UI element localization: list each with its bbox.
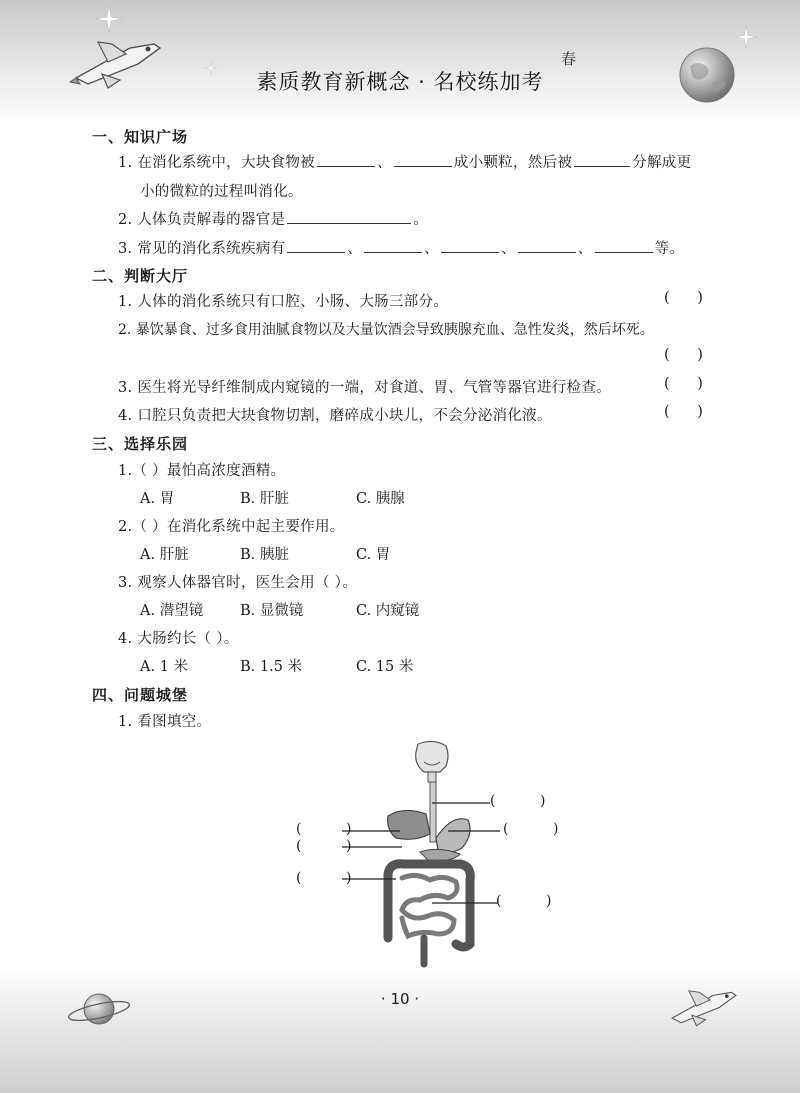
choice-option[interactable]: A. 胃 bbox=[140, 491, 175, 507]
answer-paren[interactable]: ( ) bbox=[664, 347, 703, 363]
judge-question-3: 3. 医生将光导纤维制成内窥镜的一端，对食道、胃、气管等器官进行检查。 bbox=[118, 380, 611, 396]
judge-question-1: 1. 人体的消化系统只有口腔、小肠、大肠三部分。 bbox=[118, 294, 449, 310]
period: 。 bbox=[413, 212, 429, 228]
choice-option[interactable]: C. 胰腺 bbox=[356, 491, 405, 507]
separator: 、 bbox=[376, 155, 392, 171]
sparkle-icon bbox=[735, 26, 757, 48]
choice-option[interactable]: C. 15 米 bbox=[356, 659, 414, 675]
choice-option[interactable]: C. 胃 bbox=[356, 547, 391, 563]
fill-question-1 bbox=[118, 151, 691, 172]
question-text: 分解成更 bbox=[632, 155, 692, 171]
judge-question-4: 4. 口腔只负责把大块食物切割，磨碎成小块儿，不会分泌消化液。 bbox=[118, 408, 552, 424]
separator: 、 bbox=[347, 241, 363, 257]
answer-blank[interactable] bbox=[574, 152, 630, 167]
season-label: 春 bbox=[561, 50, 577, 68]
answer-blank[interactable] bbox=[364, 238, 422, 253]
choice-option[interactable]: B. 显微镜 bbox=[240, 603, 304, 619]
diagram-label-small-intestine[interactable]: ( ) bbox=[496, 893, 552, 909]
header-title: 素质教育新概念 · 名校练加考 bbox=[256, 70, 544, 94]
question-text: 成小颗粒，然后被 bbox=[453, 155, 573, 171]
choice-question-4: 4. 大肠约长（ ）。 bbox=[118, 631, 239, 647]
section-title-choice: 三、选择乐园 bbox=[92, 435, 189, 453]
choice-option[interactable]: A. 潜望镜 bbox=[140, 603, 204, 619]
diagram-label-esophagus[interactable]: ( ) bbox=[490, 793, 546, 809]
choice-question-3: 3. 观察人体器官时，医生会用（ ）。 bbox=[118, 575, 358, 591]
section-title-problem: 四、问题城堡 bbox=[92, 686, 189, 704]
answer-blank[interactable] bbox=[394, 152, 452, 167]
question-text-continued: 小的微粒的过程叫消化。 bbox=[140, 184, 303, 200]
answer-blank[interactable] bbox=[317, 152, 375, 167]
section-title-knowledge: 一、知识广场 bbox=[92, 128, 189, 146]
question-text: 1. 在消化系统中，大块食物被 bbox=[118, 155, 315, 171]
answer-blank[interactable] bbox=[287, 238, 345, 253]
choice-question-1: 1.（ ）最怕高浓度酒精。 bbox=[118, 463, 286, 479]
diagram-label-liver[interactable]: ( ) bbox=[296, 821, 352, 837]
judge-question-2: 2. 暴饮暴食、过多食用油腻食物以及大量饮酒会导致胰腺充血、急性发炎，然后坏死。 bbox=[118, 322, 654, 338]
fill-question-3 bbox=[118, 237, 684, 258]
answer-paren[interactable]: ( ) bbox=[664, 290, 703, 306]
label-pointer-lines bbox=[340, 795, 500, 915]
answer-blank[interactable] bbox=[441, 238, 499, 253]
question-text: 3. 常见的消化系统疾病有 bbox=[118, 241, 286, 257]
problem-question-1: 1. 看图填空。 bbox=[118, 714, 212, 730]
head-outline bbox=[416, 741, 448, 772]
fill-question-2 bbox=[118, 208, 428, 229]
sparkle-icon bbox=[96, 6, 122, 32]
diagram-label-stomach[interactable]: ( ) bbox=[503, 821, 559, 837]
answer-blank[interactable] bbox=[287, 209, 411, 224]
diagram-label-large-intestine[interactable]: ( ) bbox=[296, 870, 352, 886]
answer-paren[interactable]: ( ) bbox=[664, 404, 703, 420]
page-number: · 10 · bbox=[380, 990, 420, 1008]
question-text: 等。 bbox=[654, 241, 685, 257]
choice-option[interactable]: B. 胰脏 bbox=[240, 547, 289, 563]
question-text: 2. 人体负责解毒的器官是 bbox=[118, 212, 286, 228]
choice-option[interactable]: B. 1.5 米 bbox=[240, 659, 303, 675]
separator: 、 bbox=[424, 241, 439, 257]
answer-paren[interactable]: ( ) bbox=[664, 376, 703, 392]
diagram-label-gallbladder[interactable]: ( ) bbox=[296, 838, 352, 854]
answer-blank[interactable] bbox=[595, 238, 653, 253]
choice-option[interactable]: B. 肝脏 bbox=[240, 491, 289, 507]
choice-question-2: 2.（ ）在消化系统中起主要作用。 bbox=[118, 519, 345, 535]
separator: 、 bbox=[577, 241, 593, 257]
answer-blank[interactable] bbox=[518, 238, 576, 253]
choice-option[interactable]: A. 1 米 bbox=[140, 659, 189, 675]
choice-option[interactable]: C. 内窥镜 bbox=[356, 603, 420, 619]
separator: 、 bbox=[500, 241, 516, 257]
choice-option[interactable]: A. 肝脏 bbox=[140, 547, 189, 563]
section-title-judgement: 二、判断大厅 bbox=[92, 267, 189, 285]
